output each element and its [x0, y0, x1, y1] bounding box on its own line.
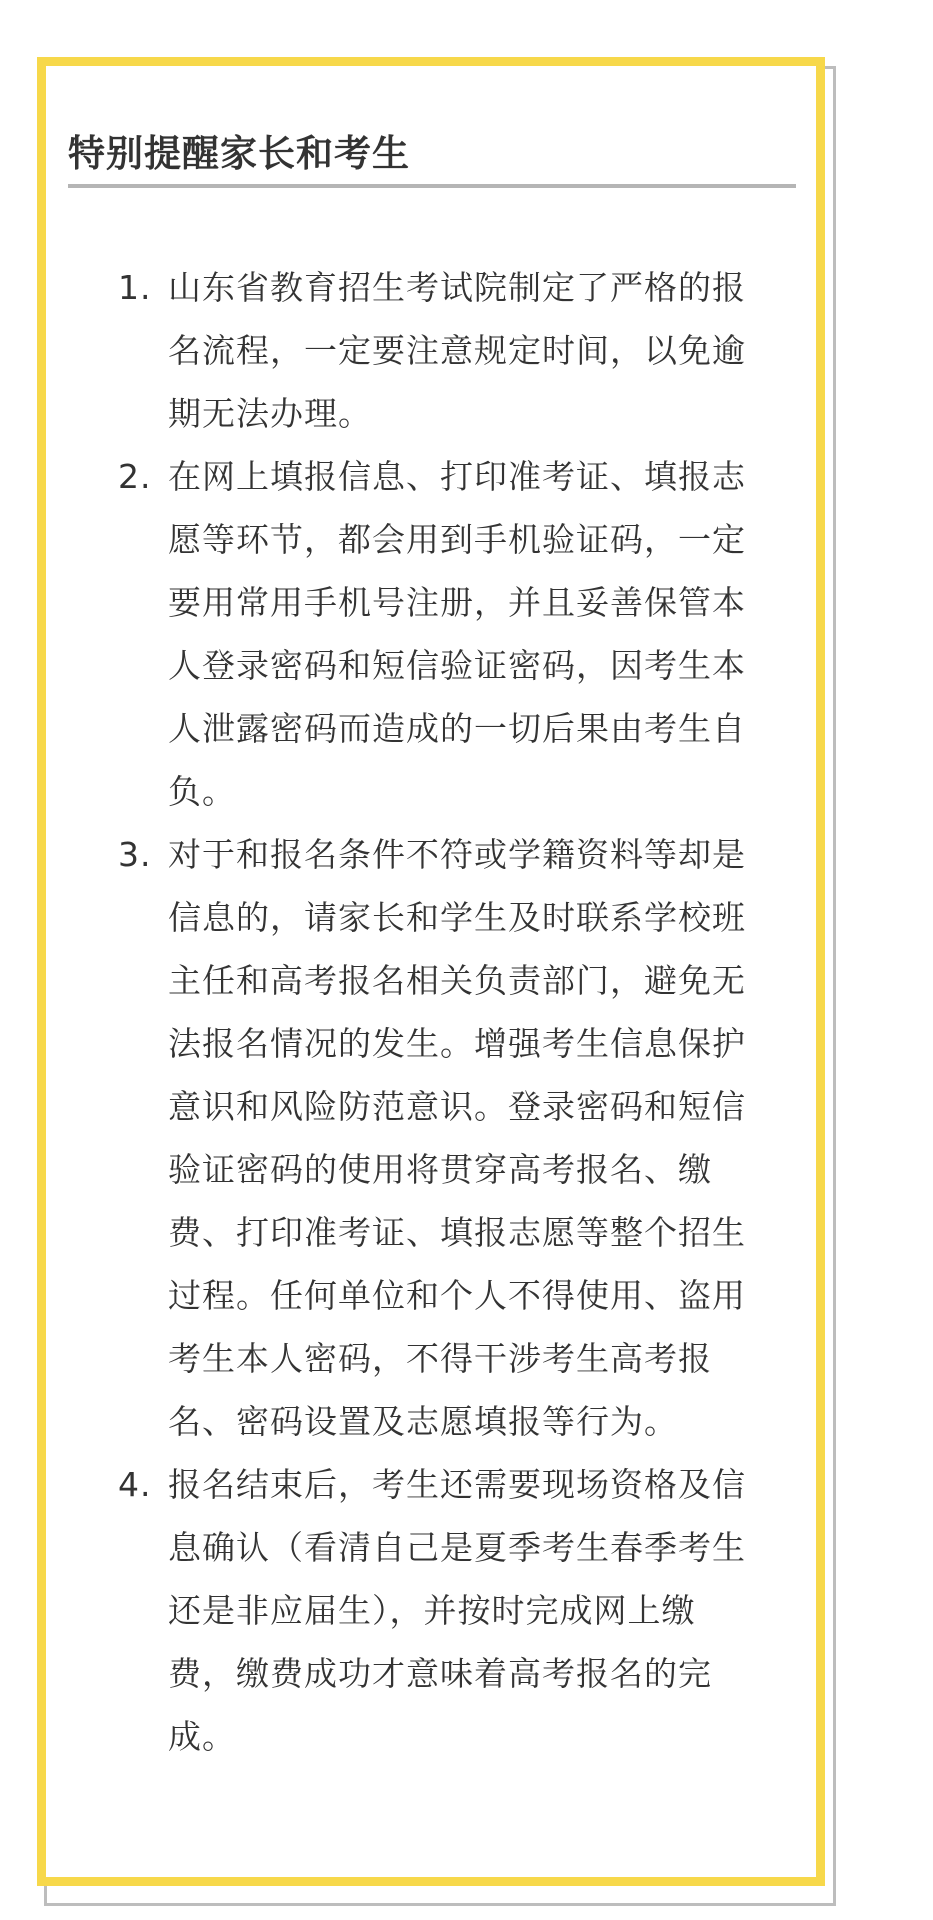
notice-item [118, 256, 758, 445]
card-title: 特别提醒家长和考生 [68, 132, 410, 175]
notice-item-number: 4. [118, 1465, 152, 1504]
notice-item-text: 报名结束后，考生还需要现场资格及信息确认（看清自己是夏季考生春季考生还是非应届生），并按时完成网上缴费，缴费成功才意味着高考报名的完成。 [168, 1465, 746, 1756]
notice-list [118, 256, 758, 1768]
notice-item [118, 1453, 758, 1768]
notice-item [118, 445, 758, 823]
notice-item-text: 在网上填报信息、打印准考证、填报志愿等环节，都会用到手机验证码，一定要用常用手机号注册，并且妥善保管本人登录密码和短信验证密码，因考生本人泄露密码而造成的一切后果由考生自负。 [168, 457, 746, 811]
notice-item-number: 3. [118, 835, 152, 874]
notice-item [118, 823, 758, 1453]
notice-item-number: 2. [118, 457, 152, 496]
title-divider [68, 184, 796, 188]
notice-item-number: 1. [118, 268, 152, 307]
notice-item-text: 山东省教育招生考试院制定了严格的报名流程，一定要注意规定时间，以免逾期无法办理。 [168, 268, 746, 433]
notice-item-text: 对于和报名条件不符或学籍资料等却是信息的，请家长和学生及时联系学校班主任和高考报名相关负责部门，避免无法报名情况的发生。增强考生信息保护意识和风险防范意识。登录密码和短信验证密码的使用将贯穿高考报名、缴费、打印准考证、填报志愿等整个招生过程。任何单位和个人不得使用、盗用考生本人密码，不得干涉考生高考报名、密码设置及志愿填报等行为。 [168, 835, 746, 1441]
